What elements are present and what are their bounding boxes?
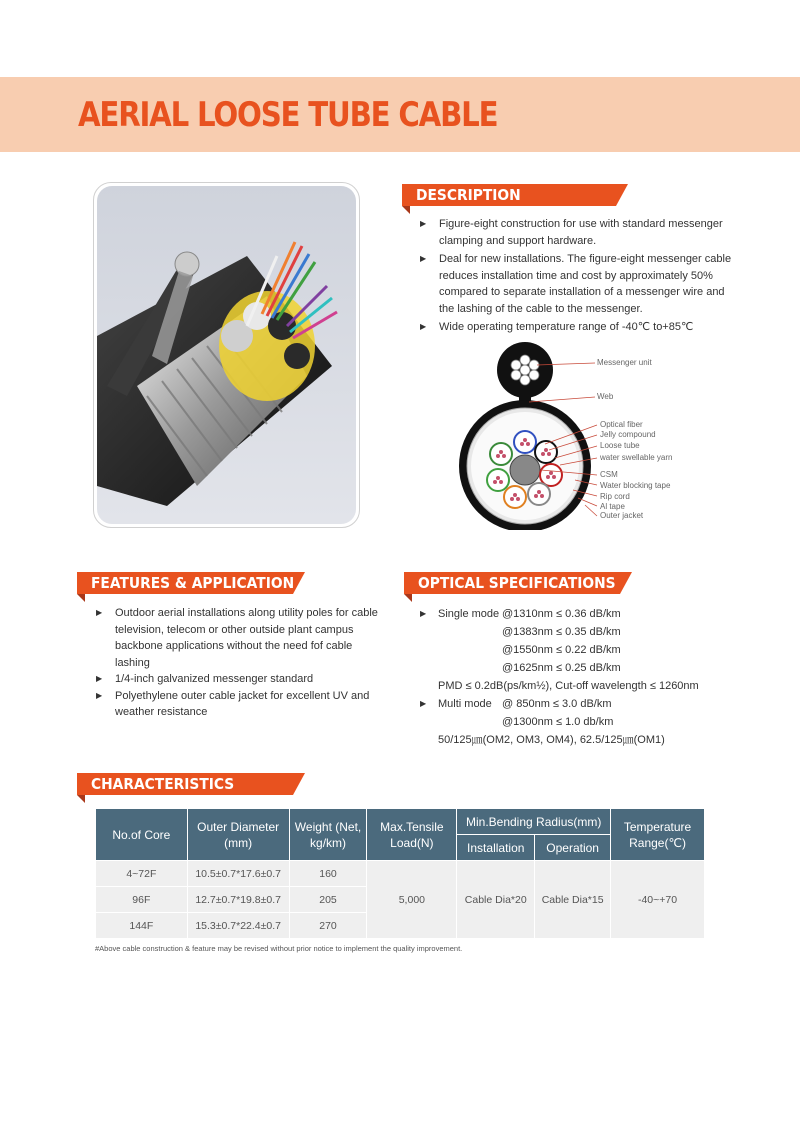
single-mode-spec: @1550nm ≤ 0.22 dB/km bbox=[502, 644, 621, 656]
cable-photo bbox=[97, 186, 356, 524]
header-bending: Min.Bending Radius(mm) bbox=[457, 809, 611, 835]
label-csm: CSM bbox=[600, 470, 618, 479]
label-rip-cord: Rip cord bbox=[600, 492, 630, 501]
single-mode-spec: @1310nm ≤ 0.36 dB/km bbox=[502, 608, 621, 620]
description-item: ▶ Wide operating temperature range of -40℃ to+85℃ bbox=[420, 319, 740, 336]
cell-installation: Cable Dia*20 bbox=[457, 861, 535, 939]
multi-mode-spec: @ 850nm ≤ 3.0 dB/km bbox=[502, 698, 612, 710]
single-mode-row bbox=[420, 605, 740, 623]
characteristics-heading: CHARACTERISTICS bbox=[77, 773, 293, 795]
cell-weight: 205 bbox=[289, 887, 367, 913]
cell-core: 4~72F bbox=[96, 861, 188, 887]
fiber-types: 50/125㎛(OM2, OM3, OM4), 62.5/125㎛(OM1) bbox=[438, 734, 665, 746]
header-core: No.of Core bbox=[96, 809, 188, 861]
multi-mode-row bbox=[420, 695, 740, 713]
cell-core: 96F bbox=[96, 887, 188, 913]
label-loose-tube: Loose tube bbox=[600, 441, 640, 450]
description-item: ▶ Figure-eight construction for use with standard messenger clamping and support hardware. bbox=[420, 216, 740, 249]
features-heading: FEATURES & APPLICATIONS bbox=[77, 572, 293, 594]
cell-weight: 160 bbox=[289, 861, 367, 887]
cell-diameter: 10.5±0.7*17.6±0.7 bbox=[187, 861, 289, 887]
multi-mode-spec: @1300nm ≤ 1.0 db/km bbox=[502, 716, 614, 728]
header-diameter: Outer Diameter (mm) bbox=[187, 809, 289, 861]
features-item: ▶ Polyethylene outer cable jacket for excellent UV and weather resistance bbox=[96, 688, 386, 721]
header-installation: Installation bbox=[457, 835, 535, 861]
single-mode-label: Single mode bbox=[438, 608, 500, 620]
description-item: ▶ Deal for new installations. The figure-eight messenger cable reduces installation time and cost by approximately 50% compared to separate installation of a messenger wire and the lashing of the cable to the messenger. bbox=[420, 251, 740, 317]
page-title: AERIAL LOOSE TUBE CABLE bbox=[78, 95, 498, 135]
cross-section-graphic bbox=[445, 340, 695, 530]
label-optical-fiber: Optical fiber bbox=[600, 420, 643, 429]
features-list bbox=[96, 605, 386, 721]
single-mode-spec: @1625nm ≤ 0.25 dB/km bbox=[502, 662, 621, 674]
label-jelly-compound: Jelly compound bbox=[600, 430, 656, 439]
single-mode-spec: @1383nm ≤ 0.35 dB/km bbox=[502, 626, 621, 638]
features-item: ▶ 1/4-inch galvanized messenger standard bbox=[96, 671, 386, 688]
label-outer-jacket: Outer jacket bbox=[600, 511, 644, 520]
label-water-blocking-tape: Water blocking tape bbox=[600, 481, 671, 490]
title-banner bbox=[0, 77, 800, 152]
cable-photo-frame bbox=[93, 182, 360, 528]
features-item: ▶ Outdoor aerial installations along utility poles for cable television, telecom or other outside plant campus backbone applications without the need fof cable lashing bbox=[96, 605, 386, 671]
header-operation: Operation bbox=[535, 835, 611, 861]
table-row bbox=[96, 861, 705, 887]
header-temperature: Temperature Range(℃) bbox=[611, 809, 705, 861]
optical-heading: OPTICAL SPECIFICATIONS bbox=[404, 572, 620, 594]
cable-cross-section-diagram bbox=[445, 340, 695, 530]
footnote: #Above cable construction & feature may be revised without prior notice to implement the quality improvement. bbox=[95, 944, 463, 953]
bullet-arrow-icon: ▶ bbox=[420, 609, 427, 618]
header-weight: Weight (Net, kg/km) bbox=[289, 809, 367, 861]
cell-diameter: 12.7±0.7*19.8±0.7 bbox=[187, 887, 289, 913]
cell-weight: 270 bbox=[289, 913, 367, 939]
multi-mode-label: Multi mode bbox=[438, 698, 492, 710]
optical-specs bbox=[420, 605, 740, 749]
label-web: Web bbox=[597, 392, 614, 401]
pmd-spec: PMD ≤ 0.2dB(ps/km½), Cut-off wavelength ≤ 1260nm bbox=[438, 680, 699, 692]
label-al-tape: Al tape bbox=[600, 502, 625, 511]
label-water-swellable-yarn: water swellable yarn bbox=[600, 453, 673, 462]
label-messenger-unit: Messenger unit bbox=[597, 358, 652, 367]
description-heading: DESCRIPTION bbox=[402, 184, 616, 206]
cell-diameter: 15.3±0.7*22.4±0.7 bbox=[187, 913, 289, 939]
cell-temperature: -40~+70 bbox=[611, 861, 705, 939]
cell-core: 144F bbox=[96, 913, 188, 939]
characteristics-table bbox=[95, 808, 705, 939]
bullet-arrow-icon: ▶ bbox=[420, 699, 427, 708]
cell-operation: Cable Dia*15 bbox=[535, 861, 611, 939]
cell-tensile: 5,000 bbox=[367, 861, 457, 939]
header-tensile: Max.Tensile Load(N) bbox=[367, 809, 457, 861]
description-list bbox=[420, 216, 740, 336]
